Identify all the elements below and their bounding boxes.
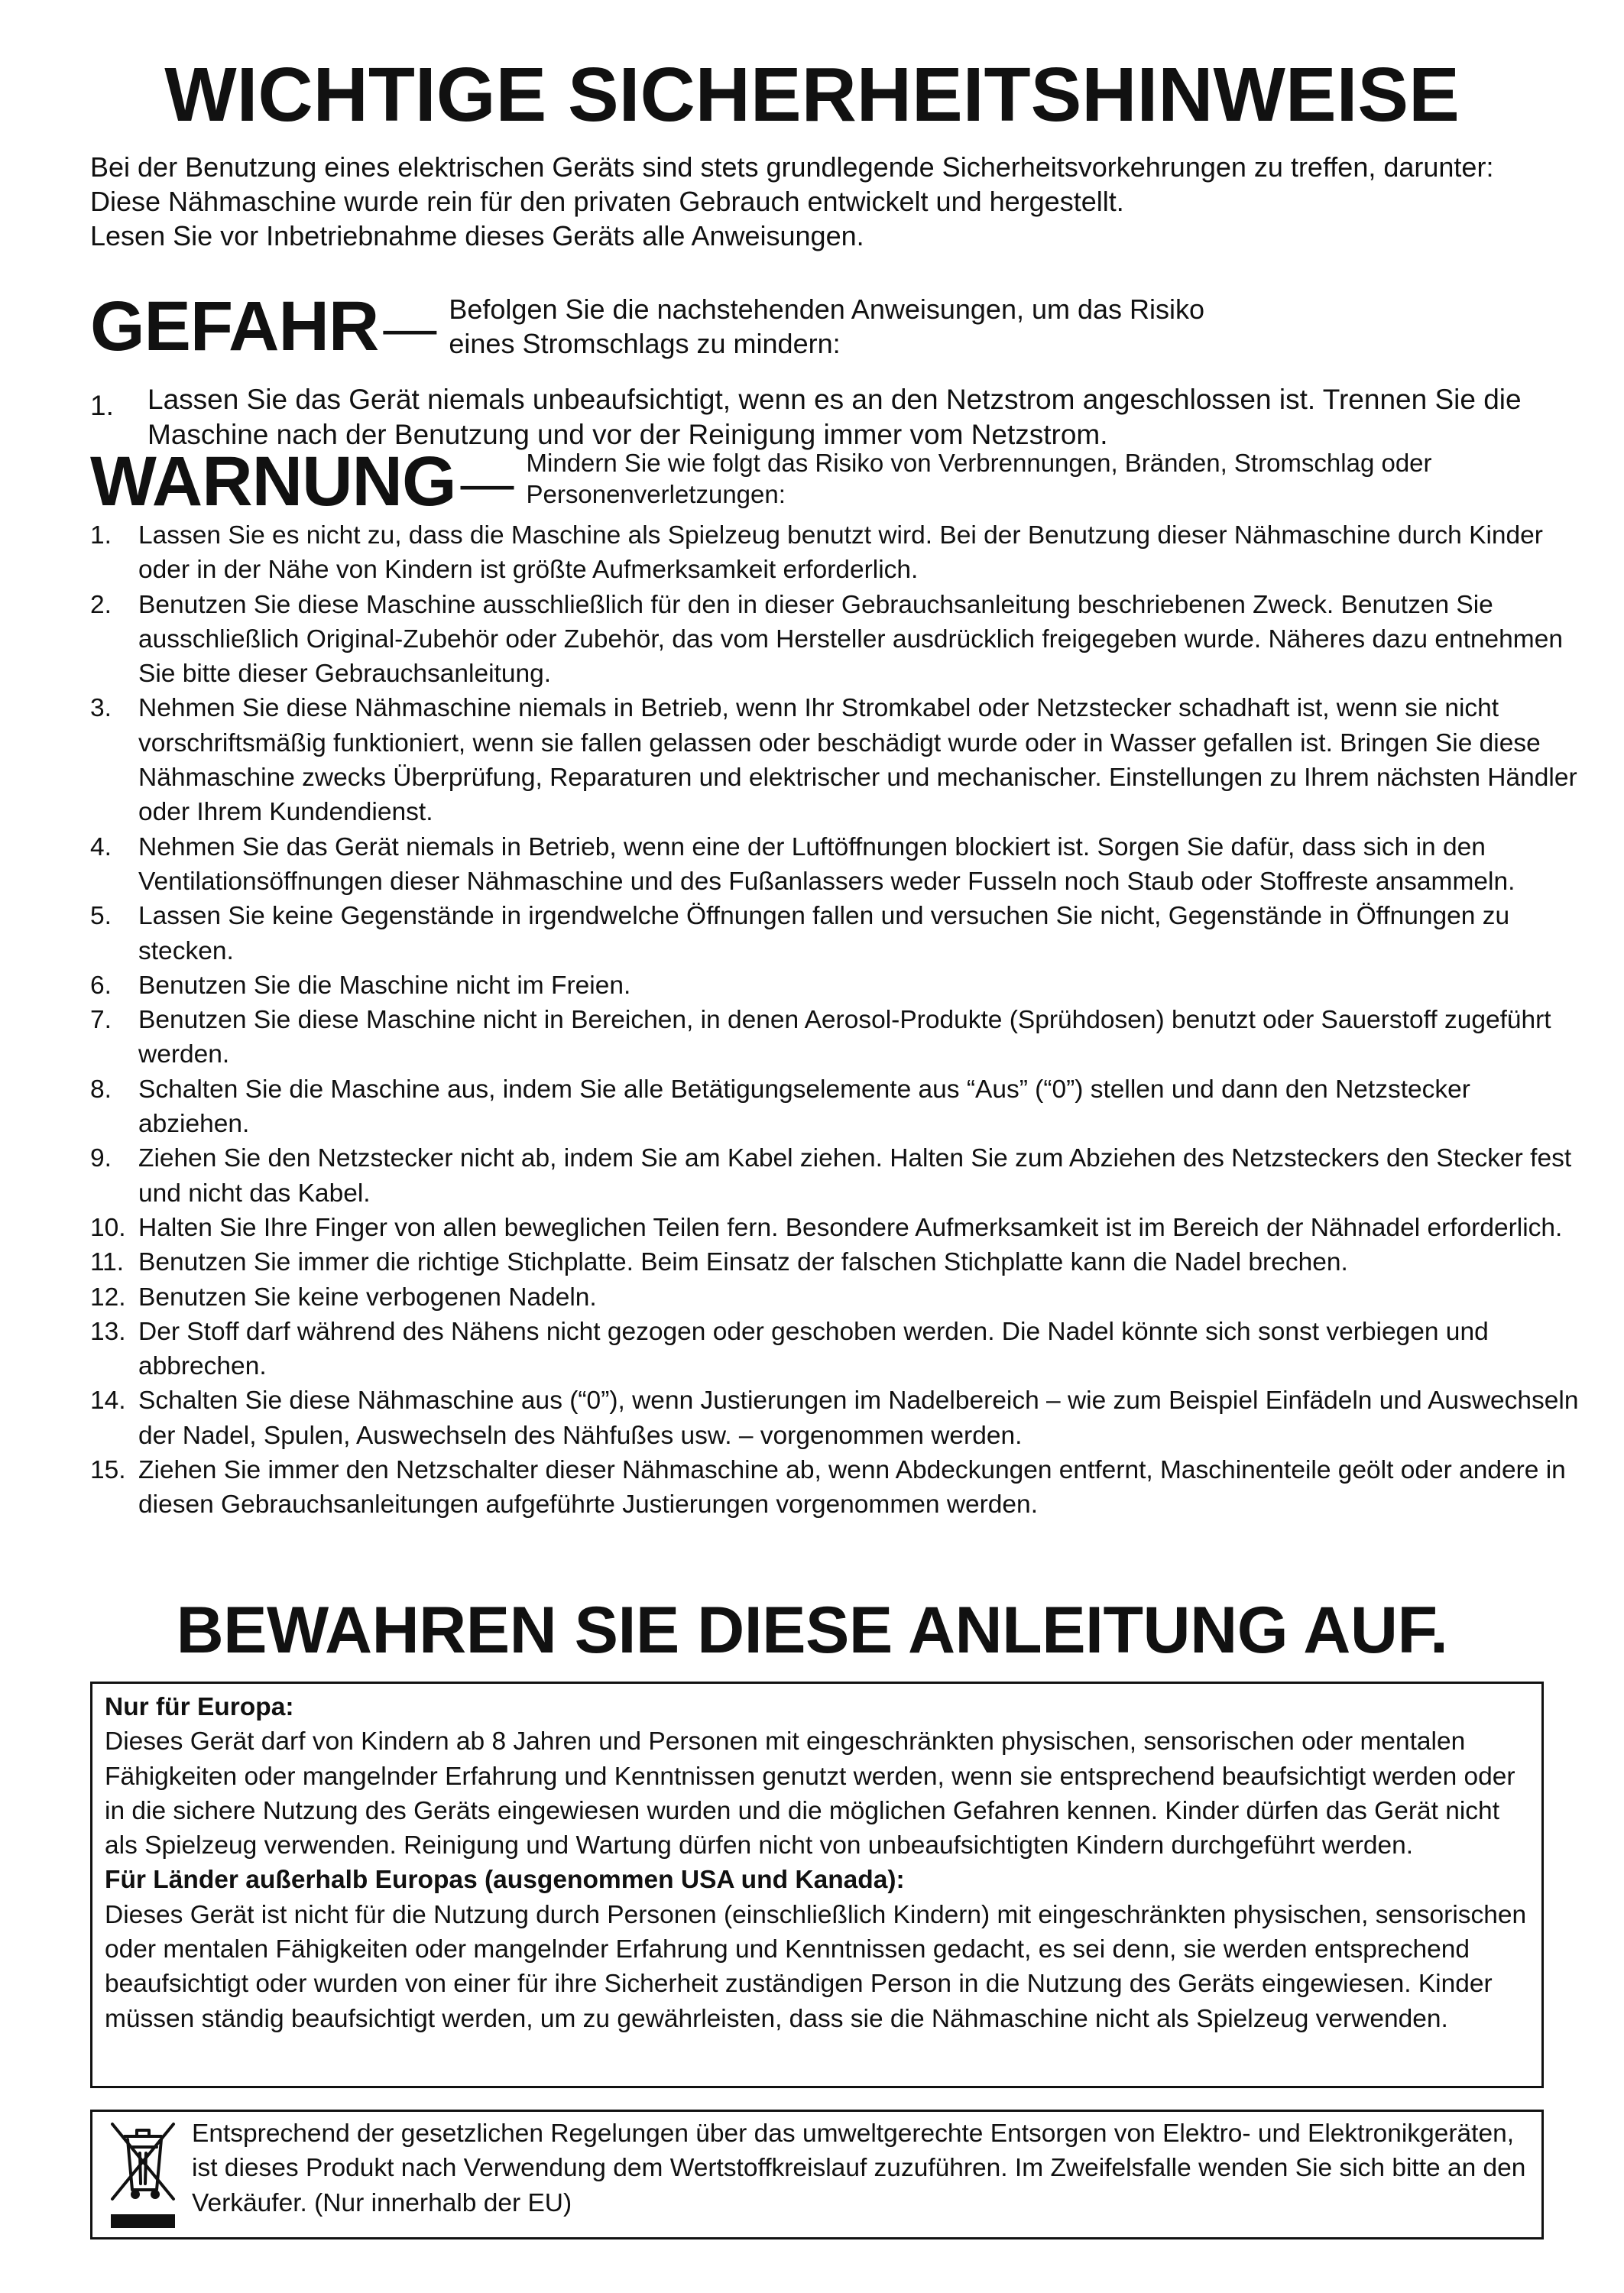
list-item	[90, 1280, 1588, 1315]
warnung-description: Mindern Sie wie folgt das Risiko von Verbrennungen, Bränden, Stromschlag oder Personenverletzungen:	[526, 449, 1432, 508]
item-text: Benutzen Sie diese Maschine ausschließlich für den in dieser Gebrauchsanleitung beschriebenen Zweck. Benutzen Sie ausschließlich Original-Zubehör oder Zubehör, das vom Hersteller ausdrücklich freigegeben wurde. Näheres dazu entnehmen Sie bitte dieser Gebrauchsanleitung.	[138, 590, 1563, 689]
intro-line: Lesen Sie vor Inbetriebnahme dieses Geräts alle Anweisungen.	[90, 220, 864, 251]
list-item	[90, 830, 1588, 900]
gefahr-description: Befolgen Sie die nachstehenden Anweisungen, um das Risiko eines Stromschlags zu mindern:	[449, 294, 1205, 359]
item-text: Benutzen Sie diese Maschine nicht in Bereichen, in denen Aerosol-Produkte (Sprühdosen) benutzt oder Sauerstoff zugeführt werden.	[138, 1006, 1551, 1069]
item-number: 2.	[90, 590, 112, 619]
intro-line: Diese Nähmaschine wurde rein für den privaten Gebrauch entwickelt und hergestellt.	[90, 186, 1124, 217]
page-title: WICHTIGE SICHERHEITSHINWEISE	[164, 52, 1460, 138]
list-item	[90, 1453, 1588, 1523]
item-number: 5.	[90, 902, 112, 931]
list-item	[90, 1245, 1588, 1279]
item-number: 6.	[90, 971, 112, 1000]
list-item	[90, 1141, 1588, 1211]
list-item	[90, 588, 1588, 692]
item-number: 8.	[90, 1075, 112, 1104]
list-item	[90, 1072, 1588, 1142]
non-europa-heading: Für Länder außerhalb Europas (ausgenommen USA und Kanada):	[105, 1866, 905, 1895]
warnung-dash: —	[460, 453, 514, 513]
europa-heading: Nur für Europa:	[105, 1693, 294, 1721]
item-text: Lassen Sie das Gerät niemals unbeaufsichtigt, wenn es an den Netzstrom angeschlossen ist. Trennen Sie die Maschine nach der Benutzung und vor der Reinigung immer vom Netzstrom.	[147, 384, 1522, 450]
item-number: 7.	[90, 1006, 112, 1035]
europa-text: Dieses Gerät darf von Kindern ab 8 Jahren und Personen mit eingeschränkten physischen, sensorischen oder mentalen Fähigkeiten oder mangelnder Erfahrung und Kenntnissen genutzt werden, wenn sie entsprechend beaufsichtigt werden oder in die sichere Nutzung des Geräts eingewiesen wurden und die möglichen Gefahren kennen. Kinder dürfen das Gerät nicht als Spielzeug verwenden. Reinigung und Wartung dürfen nicht von unbeaufsichtigten Kindern durchgeführt werden.	[105, 1727, 1515, 1860]
list-item	[90, 1211, 1588, 1245]
item-number: 11.	[90, 1248, 125, 1277]
warnung-list	[90, 518, 1588, 1523]
item-text: Schalten Sie diese Nähmaschine aus (“0”), wenn Justierungen im Nadelbereich – wie zum Beispiel Einfädeln und Auswechseln der Nadel, Spulen, Auswechseln des Nähfußes usw. – vorgenommen werden.	[138, 1387, 1579, 1450]
gefahr-heading	[90, 287, 1558, 365]
item-number: 10.	[90, 1213, 126, 1242]
intro-text	[90, 150, 1558, 253]
item-number: 14.	[90, 1387, 126, 1416]
item-text: Halten Sie Ihre Finger von allen beweglichen Teilen fern. Besondere Aufmerksamkeit ist im Bereich der Nähnadel erforderlich.	[138, 1213, 1563, 1242]
list-item	[90, 1003, 1588, 1072]
item-text: Benutzen Sie keine verbogenen Nadeln.	[138, 1283, 597, 1312]
list-item	[90, 518, 1588, 588]
item-text: Nehmen Sie diese Nähmaschine niemals in Betrieb, wenn Ihr Stromkabel oder Netzstecker schadhaft ist, wenn sie nicht vorschriftsmäßig funktioniert, wenn sie fallen gelassen oder beschädigt wurde oder in Wasser gefallen ist. Bringen Sie diese Nähmaschine zwecks Überprüfung, Reparaturen und elektrischer und mechanischer. Einstellungen zu Ihrem nächsten Händler oder Ihrem Kundendienst.	[138, 694, 1577, 827]
item-number: 3.	[90, 694, 112, 723]
item-number: 1.	[90, 521, 112, 550]
crossed-out-wheelie-bin-icon	[105, 2116, 181, 2236]
item-text: Nehmen Sie das Gerät niemals in Betrieb, wenn eine der Luftöffnungen blockiert ist. Sorgen Sie dafür, dass sich in den Ventilationsöffnungen dieser Nähmaschine und des Fußanlassers weder Fusseln noch Staub oder Stoffreste ansammeln.	[138, 832, 1515, 896]
item-text: Schalten Sie die Maschine aus, indem Sie alle Betätigungselemente aus “Aus” (“0”) stellen und dann den Netzstecker abziehen.	[138, 1075, 1470, 1139]
list-item	[90, 899, 1588, 968]
item-text: Lassen Sie keine Gegenstände in irgendwelche Öffnungen fallen und versuchen Sie nicht, Gegenstände in Öffnungen zu stecken.	[138, 902, 1510, 965]
item-number: 9.	[90, 1144, 112, 1173]
item-text: Benutzen Sie immer die richtige Stichplatte. Beim Einsatz der falschen Stichplatte kann die Nadel brechen.	[138, 1248, 1348, 1277]
list-item	[90, 968, 1588, 1003]
item-text: Ziehen Sie den Netzstecker nicht ab, indem Sie am Kabel ziehen. Halten Sie zum Abziehen des Netzsteckers den Stecker fest und nicht das Kabel.	[138, 1144, 1572, 1208]
item-text: Der Stoff darf während des Nähens nicht gezogen oder geschoben werden. Die Nadel könnte sich sonst verbiegen und abbrechen.	[138, 1317, 1489, 1381]
gefahr-dash: —	[383, 298, 437, 358]
item-number: 12.	[90, 1283, 126, 1312]
non-europa-text: Dieses Gerät ist nicht für die Nutzung durch Personen (einschließlich Kindern) mit eingeschränkten physischen, sensorischen oder mentalen Fähigkeiten oder mangelnder Erfahrung und Kenntnissen gedacht, es sei denn, sie werden entsprechend beaufsichtigt oder wurden von einer für ihre Sicherheit zuständigen Person in die Nutzung des Geräts eingewiesen. Kinder müssen ständig beaufsichtigt werden, um zu gewährleisten, dass sie die Nähmaschine nicht als Spielzeug verwenden.	[105, 1900, 1527, 2033]
item-text: Lassen Sie es nicht zu, dass die Maschine als Spielzeug benutzt wird. Bei der Benutzung dieser Nähmaschine durch Kinder oder in der Nähe von Kindern ist größte Aufmerksamkeit erforderlich.	[138, 521, 1543, 585]
keep-instructions-title: BEWAHREN SIE DIESE ANLEITUNG AUF.	[176, 1594, 1448, 1667]
list-item	[90, 1315, 1588, 1384]
warnung-heading	[90, 443, 1558, 521]
item-number: 15.	[90, 1456, 126, 1485]
europa-notice-box	[90, 1682, 1544, 2088]
list-item	[90, 1383, 1588, 1453]
weee-text: Entsprechend der gesetzlichen Regelungen über das umweltgerechte Entsorgen von Elektro- und Elektronikgeräten, ist dieses Produkt nach Verwendung dem Wertstoffkreislauf zuzuführen. Im Zweifelsfalle wenden Sie sich bitte an den Verkäufer. (Nur innerhalb der EU)	[192, 2119, 1526, 2217]
item-text: Ziehen Sie immer den Netzschalter dieser Nähmaschine ab, wenn Abdeckungen entfernt, Maschinenteile geölt oder andere in diesen Gebrauchsanleitungen aufgeführte Justierungen vorgenommen werden.	[138, 1456, 1566, 1519]
weee-notice-box	[90, 2110, 1544, 2239]
intro-line: Bei der Benutzung eines elektrischen Geräts sind stets grundlegende Sicherheitsvorkehrungen zu treffen, darunter:	[90, 151, 1494, 183]
list-item	[90, 691, 1588, 829]
item-text: Benutzen Sie die Maschine nicht im Freien.	[138, 971, 631, 1000]
gefahr-label: GEFAHR	[90, 287, 379, 365]
item-number: 4.	[90, 832, 112, 861]
warnung-label: WARNUNG	[90, 443, 456, 521]
item-number: 13.	[90, 1317, 126, 1346]
item-number: 1.	[90, 390, 114, 421]
